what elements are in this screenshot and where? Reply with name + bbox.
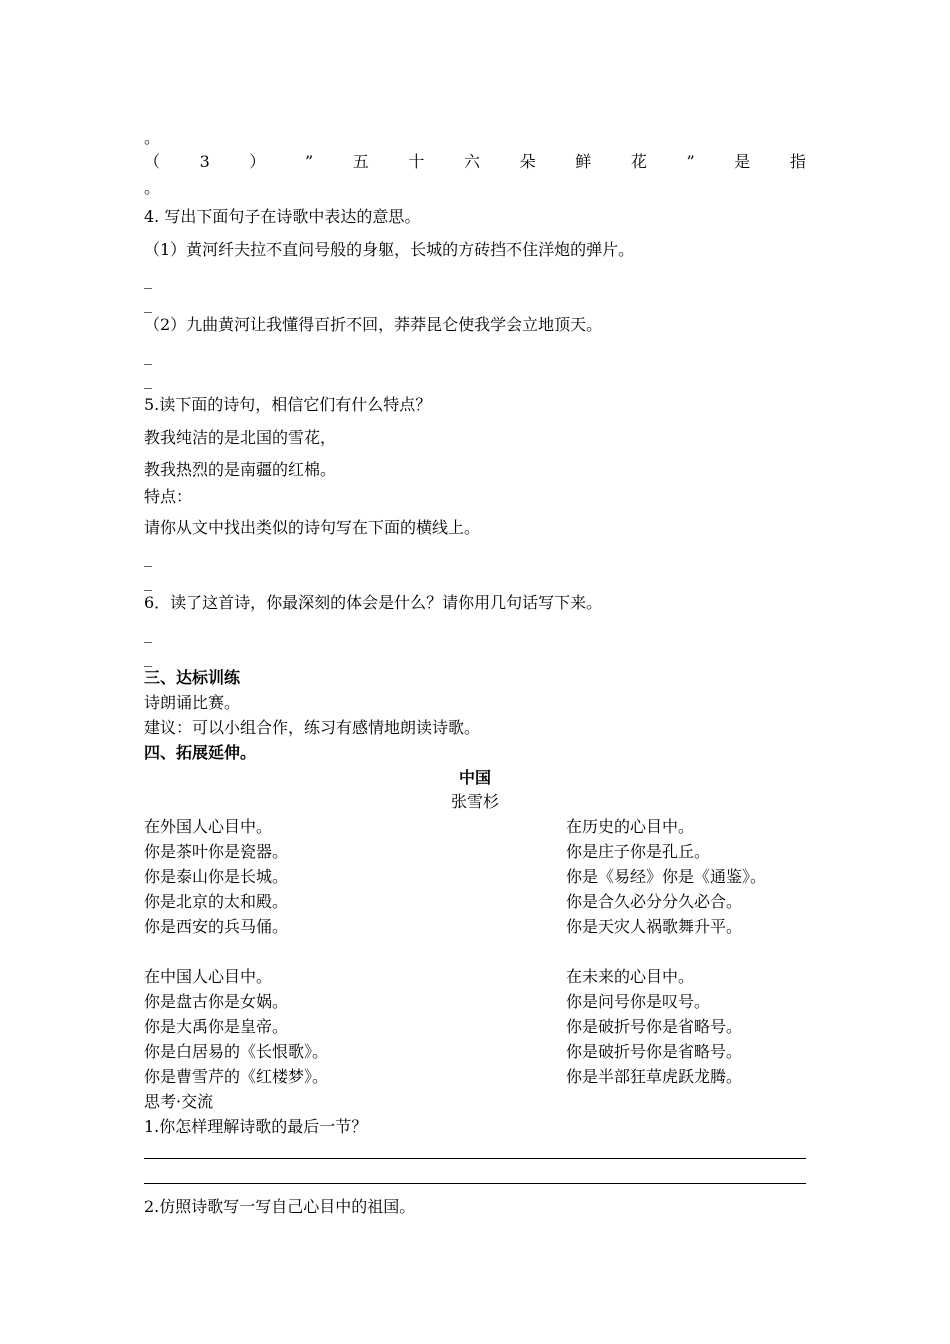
char: 花 <box>630 152 647 171</box>
char: ） <box>249 152 266 171</box>
poem-line: 你是盘古你是女娲。 <box>144 992 289 1011</box>
feature-label: 特点： <box>144 487 193 506</box>
char: ” <box>686 152 695 171</box>
poem-line: 你是庄子你是孔丘。 <box>566 842 711 861</box>
section-4-heading: 四、拓展延伸。 <box>144 743 257 762</box>
question-4: 4. 写出下面句子在诗歌中表达的意思。 <box>144 207 421 226</box>
char: 3 <box>199 152 210 171</box>
answer-blank[interactable]: _ <box>144 648 152 667</box>
question-4-1: （1）黄河纤夫拉不直问号般的身躯，长城的方砖挡不住洋炮的弹片。 <box>144 240 635 259</box>
poem-line: 你是北京的太和殿。 <box>144 892 289 911</box>
char: ” <box>305 152 314 171</box>
poem-line: 你是合久必分分久必合。 <box>566 892 743 911</box>
answer-blank[interactable]: _ <box>144 270 152 289</box>
think-question-2: 2.仿照诗歌写一写自己心目中的祖国。 <box>144 1197 416 1216</box>
poem-line: 你是白居易的《长恨歌》。 <box>144 1042 329 1061</box>
poem-line: 你是天灾人祸歌舞升平。 <box>566 917 743 936</box>
question-3-line <box>144 152 806 172</box>
poem-line: 你是泰山你是长城。 <box>144 867 289 886</box>
poem-line: 教我热烈的是南疆的红棉。 <box>144 460 337 479</box>
answer-blank[interactable]: _ <box>144 294 152 313</box>
answer-blank[interactable]: _ <box>144 548 152 567</box>
poem-line: 你是西安的兵马俑。 <box>144 917 289 936</box>
char: 五 <box>352 152 369 171</box>
poem-line: 你是问号你是叹号。 <box>566 992 711 1011</box>
text-line: 。 <box>144 178 161 197</box>
answer-blank[interactable]: _ <box>144 346 152 365</box>
answer-blank[interactable]: _ <box>144 624 152 643</box>
char: 是 <box>734 152 751 171</box>
poem-title: 中国 <box>458 768 491 787</box>
char: （ <box>144 152 161 171</box>
char: 六 <box>464 152 481 171</box>
question-5-find: 请你从文中找出类似的诗句写在下面的横线上。 <box>144 518 481 537</box>
question-6: 6．读了这首诗，你最深刻的体会是什么？请你用几句话写下来。 <box>144 593 603 612</box>
question-4-2: （2）九曲黄河让我懂得百折不回，莽莽昆仑使我学会立地顶天。 <box>144 315 603 334</box>
poem-line: 你是破折号你是省略号。 <box>566 1017 743 1036</box>
poem-line: 你是茶叶你是瓷器。 <box>144 842 289 861</box>
poem-line: 你是大禹你是皇帝。 <box>144 1017 289 1036</box>
poem-line: 你是破折号你是省略号。 <box>566 1042 743 1061</box>
char: 十 <box>408 152 425 171</box>
char: 朵 <box>519 152 536 171</box>
poem-line: 你是曹雪芹的《红楼梦》。 <box>144 1067 329 1086</box>
poem-line: 你是半部狂草虎跃龙腾。 <box>566 1067 743 1086</box>
text-line: 诗朗诵比赛。 <box>144 693 241 712</box>
think-heading: 思考·交流 <box>144 1092 214 1111</box>
poem-line: 你是《易经》你是《通鉴》。 <box>566 867 767 886</box>
text-line: 建议：可以小组合作，练习有感情地朗读诗歌。 <box>144 718 481 737</box>
section-3-heading: 三、达标训练 <box>144 668 241 687</box>
think-question-1: 1.你怎样理解诗歌的最后一节？ <box>144 1117 368 1136</box>
poem-line: 在未来的心目中。 <box>566 967 695 986</box>
poem-author: 张雪杉 <box>450 792 499 811</box>
answer-line[interactable] <box>144 1183 806 1184</box>
question-5: 5.读下面的诗句，相信它们有什么特点？ <box>144 395 432 414</box>
answer-blank[interactable]: _ <box>144 370 152 389</box>
char: 指 <box>789 152 806 171</box>
poem-line: 在外国人心目中。 <box>144 817 273 836</box>
answer-line[interactable] <box>144 1158 806 1159</box>
answer-blank[interactable]: _ <box>144 572 152 591</box>
poem-line: 在历史的心目中。 <box>566 817 695 836</box>
poem-line: 教我纯洁的是北国的雪花， <box>144 428 337 447</box>
text-line: 。 <box>144 128 161 147</box>
char: 鲜 <box>575 152 592 171</box>
poem-line: 在中国人心目中。 <box>144 967 273 986</box>
